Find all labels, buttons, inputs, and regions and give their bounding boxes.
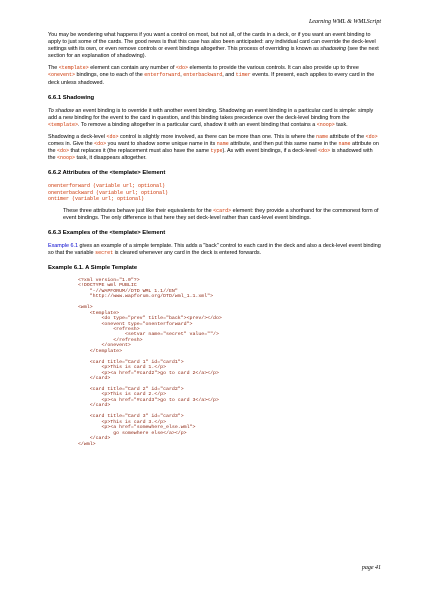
attributes-description: These three attributes behave just like their equivalents for the <card> element: they provide a shorthand for the commonest form of event bindings. The only difference is that here they set deck-level rather than card-level event bindings. [63, 207, 379, 221]
attribute-ontimer: ontimer (variable url; optional) [48, 196, 145, 203]
code-listing: <?xml version="1.0"?> <!DOCTYPE wml PUBLIC "-//WAPFORUM//DTD WML 1.1//EN" "http://www.wapforum.org/DTD/wml_1.1.xml"> <wml> <template> <do type="prev" title="back"><prev/></do> <onevent type="onenterforward"> <refresh> <setvar name="secret" value=""/> </refresh> </onevent> </template> <card title="Card 1" id="card1"> <p>This is card 1.</p> <p><a href="#card2">go to card 2</a></p> </card> <card title="Card 2" id="card2"> <p>This is card 2.</p> <p><a href="#card3">go to card 3</a></p> </card> <card title="Card 3" id="card3"> <p>This is card 3.</p> <p><a href="somewhere_else.wml"> go somewhere else</a></p> </card> </wml> [78, 277, 222, 447]
example-6-1-link[interactable]: Example 6.1 [48, 242, 78, 249]
section-heading-attributes: 6.6.2 Attributes of the <template> Element [48, 170, 166, 177]
attribute-list [48, 183, 381, 202]
shadowing-paragraph-1: To shadow an event binding is to override it with another event binding. Shadowing an event binding in a particular card is simple: simply add a new binding for the event to the card in question, and this binding takes precedence over the deck-level binding from the <template>. To remove a binding altogether in a particular card, shadow it with an event binding that contains a <noop> task. [48, 107, 374, 128]
section-heading-shadowing: 6.6.1 Shadowing [48, 94, 95, 101]
section-heading-examples: 6.6.3 Examples of the <template> Element [48, 229, 166, 236]
attribute-onenterbackward: onenterbackward (variable url; optional) [48, 189, 169, 196]
document-page [48, 18, 381, 447]
intro-paragraph-1: You may be wondering what happens if you want a control on most, but not all, of the cards in a deck, or if you want an event binding to apply to just some of the cards. The good news is that this case has also been anticipated: any individual card can override the deck-level settings with its own, or even remove controls or event bindings altogether. This process of overriding is known as shadowing (see the next section for an explanation of shadowing). [48, 32, 379, 60]
example-heading: Example 6.1. A Simple Template [48, 264, 138, 271]
intro-paragraph-2: The <template> element can contain any number of <do> elements to provide the various controls. It can also provide up to three <onevent> bindings, one to each of the enterforward, enterbackward, and timer events. If present, each applies to every card in the deck unless shadowed. [48, 65, 375, 86]
page-number: page 41 [361, 565, 381, 571]
running-header: Learning WML & WMLScript [308, 19, 381, 25]
attribute-onenterforward: onenterforward (variable url; optional) [48, 183, 166, 190]
shadowing-paragraph-2: Shadowing a deck-level <do> control is slightly more involved, as there can be more than one. This is where the name attribute of the <do> comes in. Give the <do> you want to shadow some unique name in its name attribute, and then put this same name in the name attribute on the <do> that replaces it (the replacement must also have the same type). As with event bindings, if a deck-level <do> is shadowed with the <noop> task, it disappears altogether. [48, 133, 379, 162]
examples-paragraph: Example 6.1 gives an example of a simple template. This adds a "back" control to each card in the deck and also a deck-level event binding so that the variable secret is cleared whenever any card in the deck is entered forwards. [48, 242, 381, 256]
